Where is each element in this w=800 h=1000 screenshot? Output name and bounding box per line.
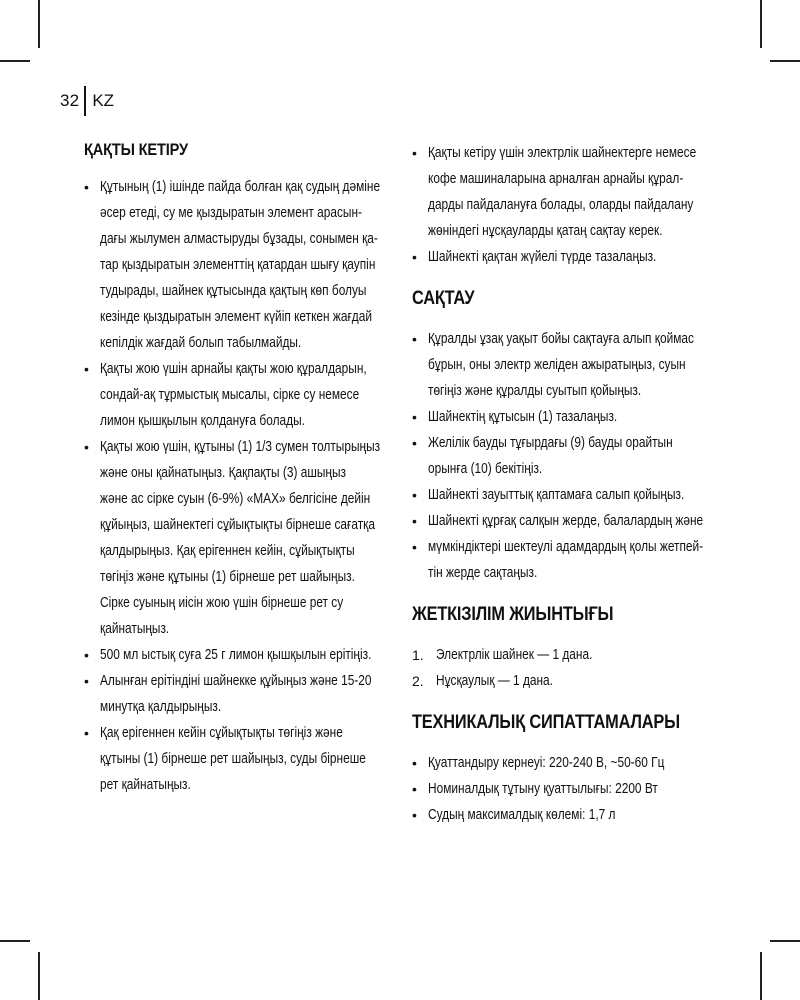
bullet-icon: • — [412, 513, 417, 529]
item-text-line: кезінде қыздыратын элемент күйіп кеткен жағдай — [100, 309, 372, 325]
list-item — [412, 140, 722, 244]
item-text-line: төгіңіз және құтыны (1) бірнеше рет шайыңыз. — [100, 569, 355, 585]
crop-mark — [0, 940, 30, 942]
descaling-list-continued — [412, 140, 722, 270]
item-text-line: және ас сірке суын (6-9%) «MAX» белгісіне дейін — [100, 491, 371, 507]
item-text-line: төгіңіз және құралды суытып қойыңыз. — [428, 383, 642, 399]
item-text-line: әсер етеді, су ме қыздыратын элемент арасын- — [100, 205, 363, 221]
list-item — [412, 404, 722, 430]
item-text-line: Нұсқаулық — 1 дана. — [436, 673, 553, 689]
item-text-line: Шайнекті зауыттық қаптамаға салып қойыңыз. — [428, 487, 685, 503]
list-item — [412, 326, 722, 404]
item-text-line: кепілдік жағдай болып табылмайды. — [100, 335, 302, 351]
bullet-icon: • — [412, 487, 417, 503]
item-text-line: сондай-ақ тұрмыстық мысалы, сірке су немесе — [100, 387, 360, 403]
list-item — [84, 642, 394, 668]
item-text-line: тін жерде сақтаңыз. — [428, 565, 538, 581]
list-item — [412, 802, 722, 828]
bullet-icon: • — [412, 331, 417, 347]
item-text-line: Алынған ерітіндіні шайнекке құйыңыз және 15-20 — [100, 673, 372, 689]
item-text-line: Қуаттандыру кернеуі: 220-240 В, ~50-60 Гц — [428, 755, 665, 771]
descaling-list — [84, 174, 394, 798]
item-text-line: 500 мл ыстық суға 25 г лимон қышқылын ерітіңіз. — [100, 647, 372, 663]
bullet-icon: • — [84, 361, 89, 377]
list-item — [412, 534, 722, 586]
list-item — [412, 776, 722, 802]
bullet-icon: • — [84, 647, 89, 663]
list-item — [84, 356, 394, 434]
item-text-line: Электрлік шайнек — 1 дана. — [436, 647, 593, 663]
storage-list — [412, 326, 722, 586]
item-text-line: орынға (10) бекітіңіз. — [428, 461, 543, 477]
list-item — [84, 174, 394, 356]
right-column — [412, 140, 722, 828]
storage-heading: САҚТАУ — [412, 288, 475, 309]
item-text-line: жөніндегі нұсқауларды қатаң сақтау керек. — [428, 223, 663, 239]
item-text-line: Шайнектің құтысын (1) тазалаңыз. — [428, 409, 618, 425]
item-text-line: минутқа қалдырыңыз. — [100, 699, 222, 715]
list-item — [412, 750, 722, 776]
item-text-line: Желілік бауды тұғырдағы (9) бауды орайтын — [428, 435, 673, 451]
list-item — [84, 434, 394, 642]
list-item — [412, 668, 722, 694]
list-item — [412, 508, 722, 534]
specs-heading: ТЕХНИКАЛЫҚ СИПАТТАМАЛАРЫ — [412, 712, 680, 733]
bullet-icon: • — [412, 539, 417, 555]
list-item — [412, 244, 722, 270]
left-column — [84, 140, 394, 798]
bullet-icon: • — [412, 781, 417, 797]
item-text-line: Құтының (1) ішінде пайда болған қақ судың дәміне — [100, 179, 381, 195]
kit-heading: ЖЕТКІЗІЛІМ ЖИЫНТЫҒЫ — [412, 604, 614, 625]
list-item — [84, 720, 394, 798]
bullet-icon: • — [84, 179, 89, 195]
list-item — [412, 430, 722, 482]
item-text-line: Судың максималдық көлемі: 1,7 л — [428, 807, 616, 823]
descaling-heading: ҚАҚТЫ КЕТІРУ — [84, 140, 188, 159]
page-header — [60, 86, 114, 116]
bullet-icon: • — [412, 435, 417, 451]
language-code: KZ — [92, 91, 115, 110]
item-text-line: Шайнекті құрғақ салқын жерде, балалардың және — [428, 513, 704, 529]
item-text-line: тар қыздыратын элементтің қатардан шығу қаупін — [100, 257, 376, 273]
item-text-line: Қақты жою үшін арнайы қақты жою құралдарын, — [100, 361, 367, 377]
crop-mark — [38, 952, 40, 1000]
crop-mark — [38, 0, 40, 48]
item-number: 2. — [412, 673, 424, 689]
bullet-icon: • — [412, 755, 417, 771]
item-text-line: Қақты кетіру үшін электрлік шайнектерге немесе — [428, 145, 697, 161]
crop-mark — [770, 940, 800, 942]
item-text-line: дағы жылумен алмастыруды бұзады, сонымен қа- — [100, 231, 378, 247]
specs-list — [412, 750, 722, 828]
item-text-line: дарды пайдалануға болады, оларды пайдалану — [428, 197, 694, 213]
bullet-icon: • — [412, 409, 417, 425]
bullet-icon: • — [412, 249, 417, 265]
item-text-line: Қақ ерігеннен кейін сұйықтықты төгіңіз және — [100, 725, 343, 741]
kit-list — [412, 642, 722, 694]
item-number: 1. — [412, 647, 424, 663]
bullet-icon: • — [84, 725, 89, 741]
bullet-icon: • — [84, 673, 89, 689]
item-text-line: қалдырыңыз. Қақ ерігеннен кейін, сұйықтықты — [100, 543, 355, 559]
crop-mark — [760, 0, 762, 48]
item-text-line: тудырады, шайнек құтысында қақтың көп болуы — [100, 283, 367, 299]
crop-mark — [760, 952, 762, 1000]
item-text-line: бұрын, оны электр желіден ажыратыңыз, суын — [428, 357, 686, 373]
list-item — [84, 668, 394, 720]
item-text-line: мүмкіндіктері шектеулі адамдардың қолы жетпей- — [428, 539, 704, 555]
item-text-line: кофе машиналарына арналған арнайы құрал- — [428, 171, 684, 187]
list-item — [412, 482, 722, 508]
bullet-icon: • — [84, 439, 89, 455]
item-text-line: Құралды ұзақ уақыт бойы сақтауға алып қоймас — [428, 331, 694, 347]
list-item — [412, 642, 722, 668]
item-text-line: Номиналдық тұтыну қуаттылығы: 2200 Вт — [428, 781, 658, 797]
bullet-icon: • — [412, 145, 417, 161]
item-text-line: құйыңыз, шайнектегі сұйықтықты бірнеше сағатқа — [100, 517, 375, 533]
item-text-line: лимон қышқылын қолдануға болады. — [100, 413, 305, 429]
crop-mark — [0, 60, 30, 62]
item-text-line: Шайнекті қақтан жүйелі түрде тазалаңыз. — [428, 249, 657, 265]
item-text-line: және оны қайнатыңыз. Қақпақты (3) ашыңыз — [100, 465, 346, 481]
bullet-icon: • — [412, 807, 417, 823]
item-text-line: қайнатыңыз. — [100, 621, 170, 637]
item-text-line: құтыны (1) бірнеше рет шайыңыз, суды бірнеше — [100, 751, 366, 767]
item-text-line: Сірке суының иісін жою үшін бірнеше рет су — [100, 595, 344, 611]
crop-mark — [770, 60, 800, 62]
page-number: 32 — [60, 91, 80, 110]
item-text-line: рет қайнатыңыз. — [100, 777, 191, 793]
header-divider — [84, 86, 86, 116]
item-text-line: Қақты жою үшін, құтыны (1) 1/3 сумен толтырыңыз — [100, 439, 381, 455]
